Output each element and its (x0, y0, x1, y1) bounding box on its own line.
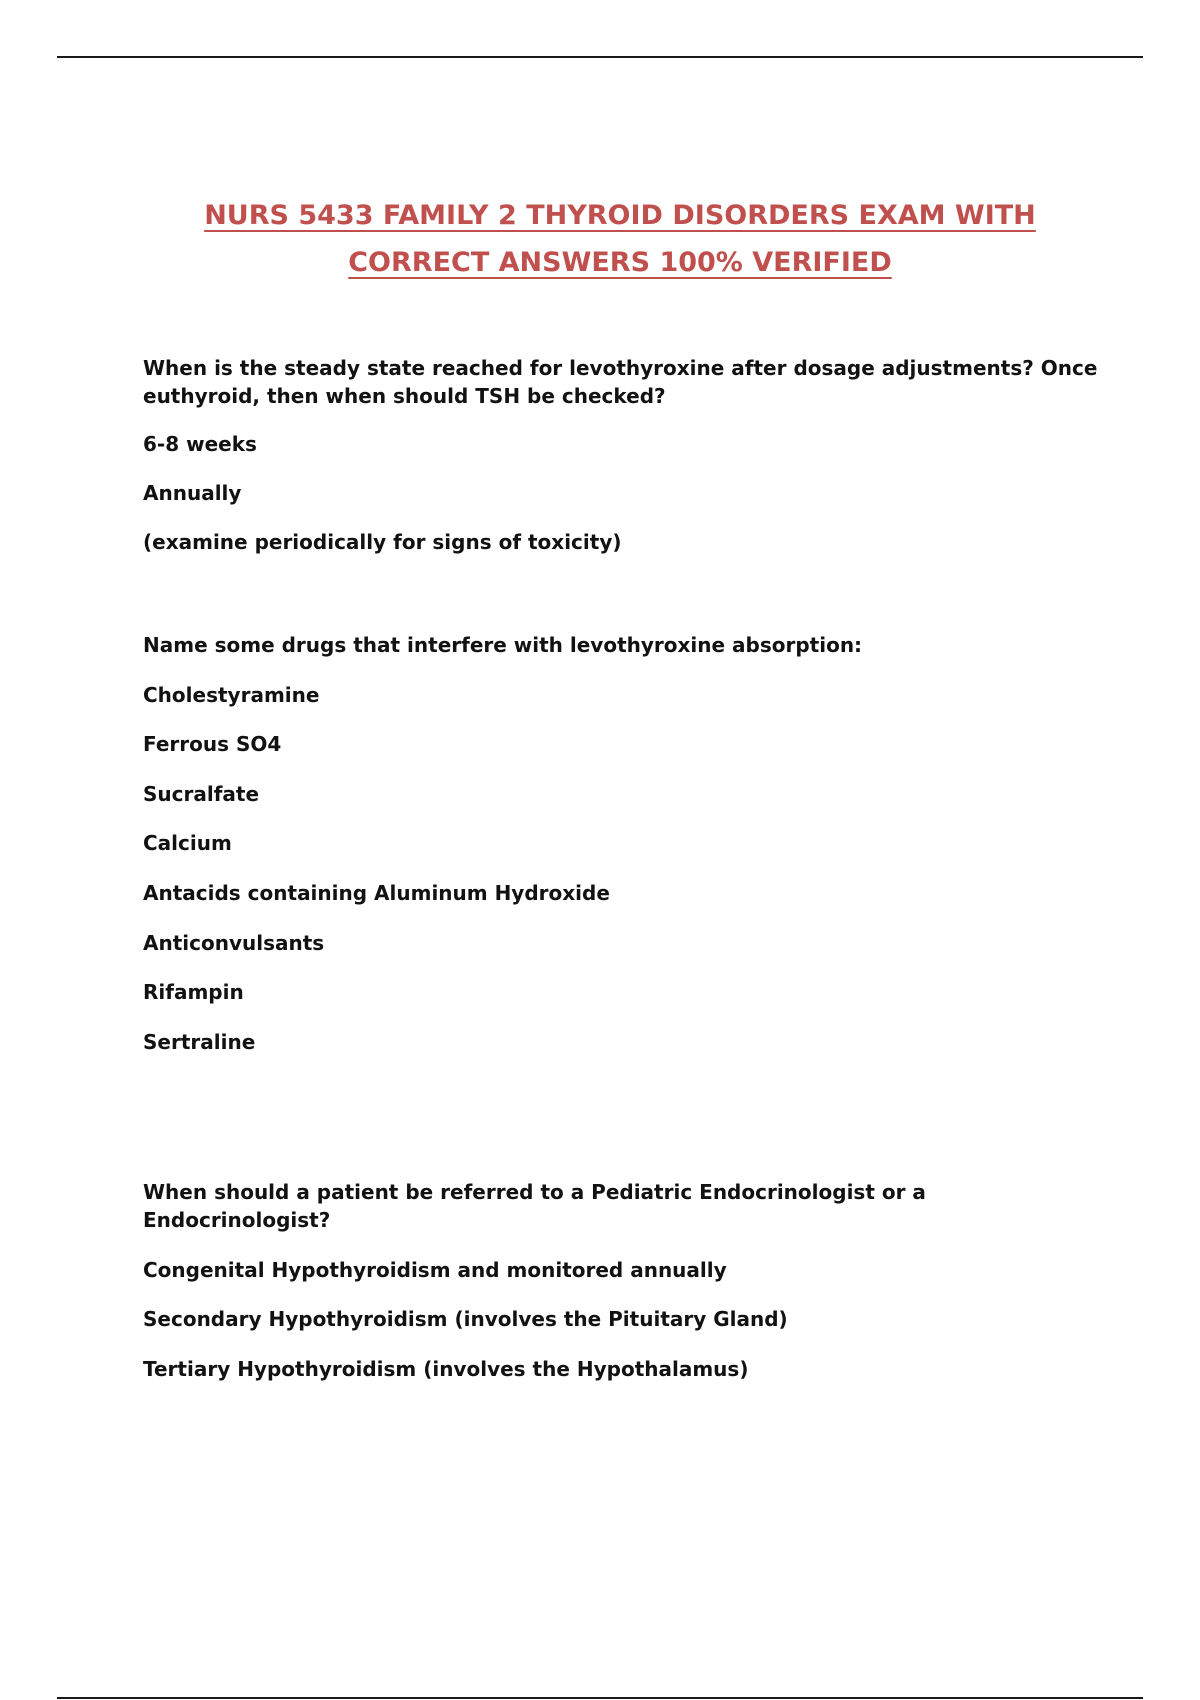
answer-line: Secondary Hypothyroidism (involves the Pituitary Gland) (143, 1307, 788, 1332)
answer-line: Sucralfate (143, 781, 260, 806)
answer-line: Calcium (143, 831, 232, 856)
answer-line: Ferrous SO4 (143, 732, 282, 757)
question-text: Name some drugs that interfere with levothyroxine absorption: (143, 633, 863, 657)
answer-line: Sertraline (143, 1029, 256, 1054)
qa-section-endocrinologist-referral (143, 1178, 1103, 1404)
title-line-2: CORRECT ANSWERS 100% VERIFIED (348, 247, 892, 278)
document-title (0, 192, 1200, 286)
qa-section-levothyroxine-steady-state (143, 354, 1103, 577)
answer-line: Congenital Hypothyroidism and monitored annually (143, 1257, 727, 1282)
answer-line: Rifampin (143, 980, 244, 1005)
answer-line: (examine periodically for signs of toxicity) (143, 530, 622, 554)
answer-line: Tertiary Hypothyroidism (involves the Hypothalamus) (143, 1356, 749, 1381)
answer-line: 6-8 weeks (143, 432, 257, 456)
answer-line: Annually (143, 481, 242, 505)
top-divider (57, 56, 1143, 58)
qa-section-absorption-interference (143, 631, 1103, 1077)
question-text: When is the steady state reached for levothyroxine after dosage adjustments? Once euthyroid, then when should TSH be checked? (143, 356, 1098, 408)
answer-line: Cholestyramine (143, 682, 320, 707)
bottom-divider (57, 1697, 1143, 1699)
answer-line: Antacids containing Aluminum Hydroxide (143, 880, 610, 905)
question-text: When should a patient be referred to a Pediatric Endocrinologist or a Endocrinologist? (143, 1180, 926, 1232)
answer-line: Anticonvulsants (143, 930, 325, 955)
title-line-1: NURS 5433 FAMILY 2 THYROID DISORDERS EXAM WITH (204, 200, 1036, 231)
